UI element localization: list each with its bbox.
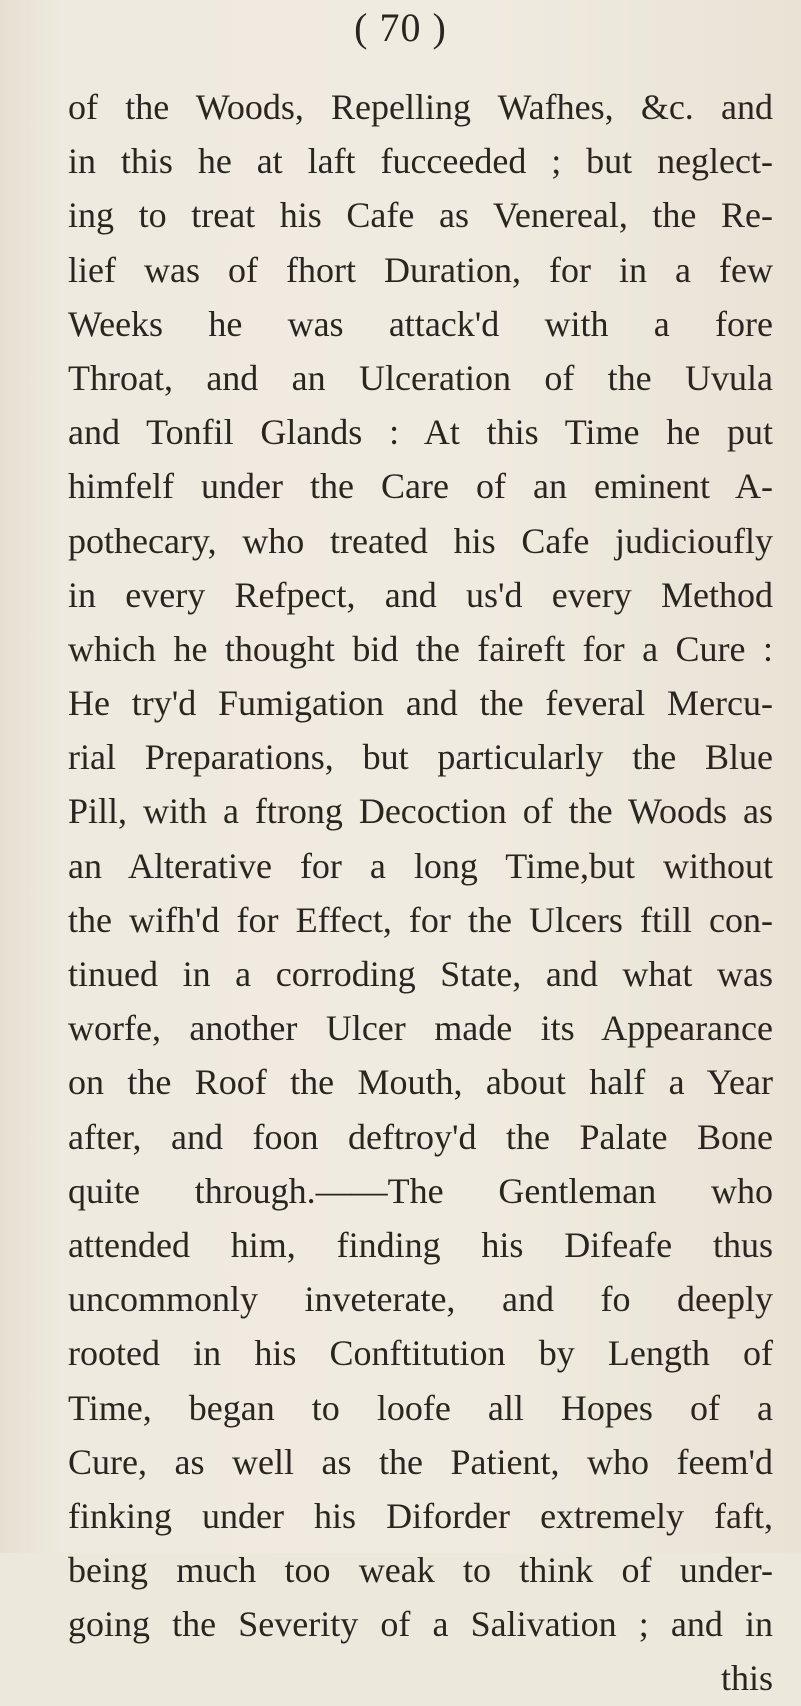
text-line: Time, began to loofe all Hopes of a (68, 1387, 773, 1428)
text-line: ing to treat his Cafe as Venereal, the Re- (68, 195, 773, 236)
text-line: going the Severity of a Salivation ; and in (68, 1604, 773, 1645)
text-line: himfelf under the Care of an eminent A- (68, 466, 773, 507)
text-line: and Tonfil Glands : At this Time he put (68, 412, 773, 453)
text-line: of the Woods, Repelling Wafhes, &c. and (68, 87, 773, 127)
text-line: the wifh'd for Effect, for the Ulcers ftill con- (68, 899, 773, 940)
text-line: He try'd Fumigation and the feveral Mercu- (68, 683, 773, 724)
text-line: Throat, and an Ulceration of the Uvula (68, 357, 773, 398)
text-line: Cure, as well as the Patient, who feem'd (68, 1441, 773, 1482)
text-line: attended him, finding his Difeafe thus (68, 1224, 773, 1265)
text-line: rial Preparations, but particularly the Blue (68, 737, 773, 778)
text-line: Pill, with a ftrong Decoction of the Woods as (68, 791, 773, 832)
text-line: quite through.——The Gentleman who (68, 1170, 773, 1211)
text-line: after, and foon deftroy'd the Palate Bone (68, 1116, 773, 1157)
text-line: which he thought bid the faireft for a Cure : (68, 628, 773, 669)
text-line: on the Roof the Mouth, about half a Year (68, 1062, 773, 1103)
text-line: in every Refpect, and us'd every Method (68, 574, 773, 615)
body-text (68, 80, 773, 1706)
text-line: worfe, another Ulcer made its Appearance (68, 1008, 773, 1049)
text-line: an Alterative for a long Time,but without (68, 845, 773, 886)
text-line: this (720, 1658, 773, 1699)
text-line: lief was of fhort Duration, for in a few (68, 249, 773, 290)
page-number: ( 70 ) (354, 5, 447, 50)
text-line: pothecary, who treated his Cafe judicioufly (68, 520, 773, 561)
text-line: being much too weak to think of under- (68, 1550, 773, 1591)
text-line: Weeks he was attack'd with a fore (68, 303, 773, 344)
text-line: uncommonly inveterate, and fo deeply (68, 1279, 773, 1320)
text-line: rooted in his Conftitution by Length of (68, 1333, 773, 1374)
text-line: in this he at laft fucceeded ; but neglect- (68, 141, 773, 182)
text-line: tinued in a corroding State, and what was (68, 954, 773, 994)
text-line: finking under his Diforder extremely faft, (68, 1495, 773, 1536)
